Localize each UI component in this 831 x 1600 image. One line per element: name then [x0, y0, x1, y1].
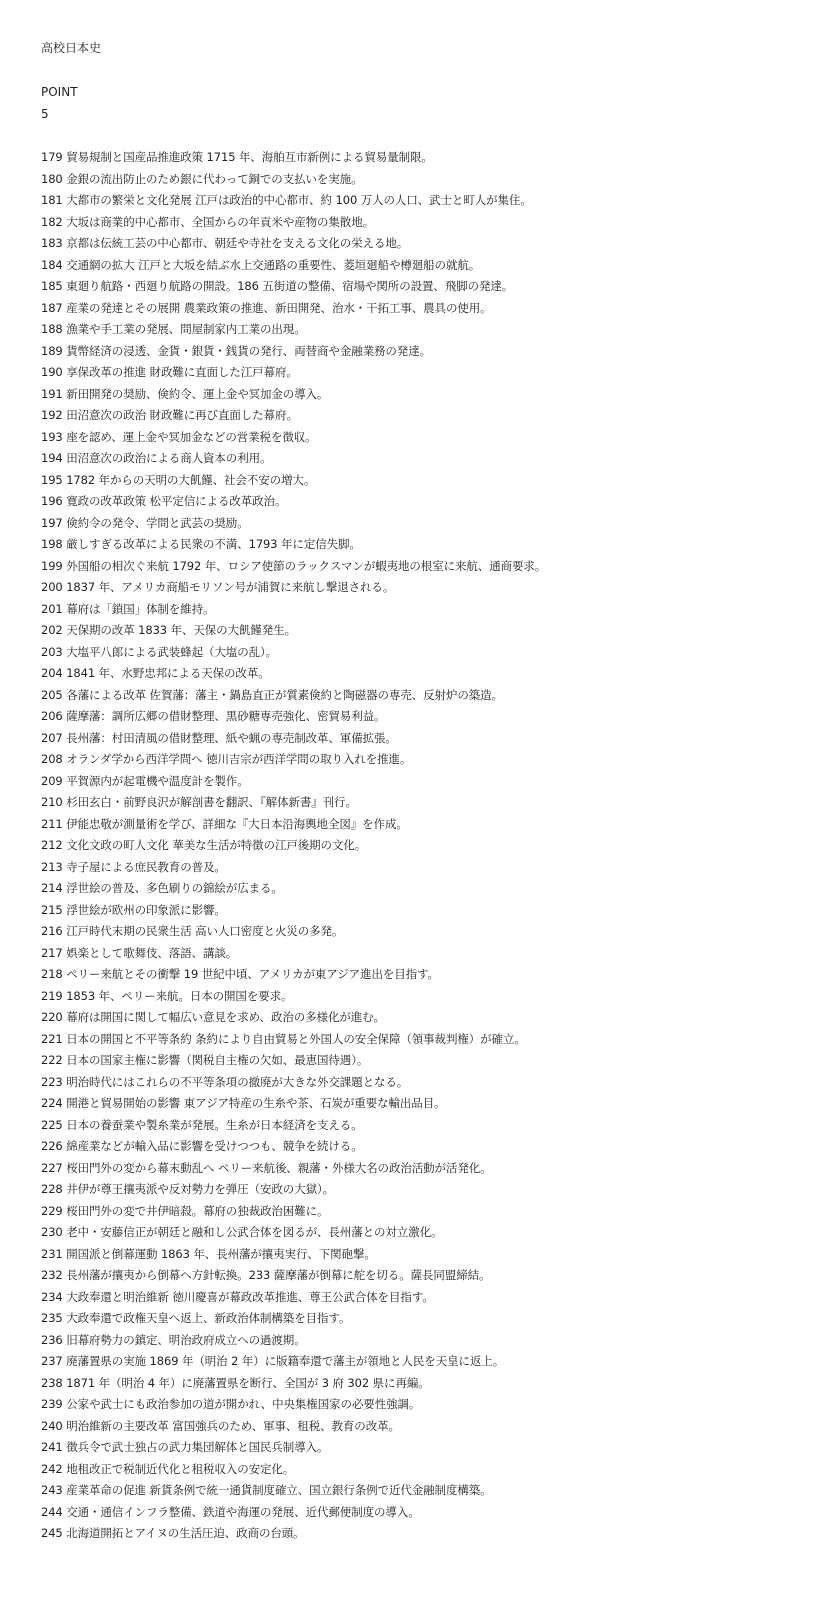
list-item: 191 新田開発の奨励、倹約令、運上金や冥加金の導入。 — [41, 386, 329, 401]
list-item: 227 桜田門外の変から幕末動乱へ ペリー来航後、親藩・外様大名の政治活動が活発化。 — [41, 1160, 492, 1175]
list-item: 190 享保改革の推進 財政難に直面した江戸幕府。 — [41, 365, 298, 379]
numbered-line-list — [41, 147, 821, 1545]
list-item: 220 幕府は開国に関して幅広い意見を求め、政治の多様化が進む。 — [41, 1010, 385, 1024]
list-item: 230 老中・安藤信正が朝廷と融和し公武合体を図るが、長州藩との対立激化。 — [41, 1225, 443, 1239]
list-item: 222 日本の国家主権に影響（関税自主権の欠如、最恵国待遇）。 — [41, 1053, 369, 1067]
list-item: 216 江戸時代末期の民衆生活 高い人口密度と火災の多発。 — [41, 924, 344, 938]
list-item: 208 オランダ学から西洋学問へ 徳川吉宗が西洋学問の取り入れを推進。 — [41, 752, 412, 766]
list-item: 200 1837 年、アメリカ商船モリソン号が浦賀に来航し撃退される。 — [41, 580, 395, 594]
list-item: 187 産業の発達とその展開 農業政策の推進、新田開発、治水・干拓工事、農具の使用。 — [41, 300, 492, 315]
document-page — [41, 40, 821, 1545]
list-item: 242 地租改正で税制近代化と租税収入の安定化。 — [41, 1461, 295, 1476]
list-item: 211 伊能忠敬が測量術を学び、詳細な『大日本沿海輿地全図』を作成。 — [41, 816, 408, 831]
list-item: 189 貨幣経済の浸透、金貨・銀貨・銭貨の発行、両替商や金融業務の発達。 — [41, 343, 432, 358]
document-title: 高校日本史 — [41, 41, 102, 55]
list-item: 236 旧幕府勢力の鎮定、明治政府成立への過渡期。 — [41, 1332, 306, 1347]
list-item: 199 外国船の相次ぐ来航 1792 年、ロシア使節のラックスマンが蝦夷地の根室に来航、通商要求。 — [41, 558, 547, 573]
list-item: 229 桜田門外の変で井伊暗殺。幕府の独裁政治困難に。 — [41, 1203, 329, 1218]
list-item: 240 明治維新の主要改革 富国強兵のため、軍事、租税、教育の改革。 — [41, 1418, 400, 1433]
list-item: 224 開港と貿易開始の影響 東アジア特産の生糸や茶、石炭が重要な輸出品目。 — [41, 1096, 446, 1110]
list-item: 206 薩摩藩：調所広郷の借財整理、黒砂糖専売強化、密貿易利益。 — [41, 709, 386, 723]
list-item: 179 貿易規制と国産品推進政策 1715 年、海舶互市新例による貿易量制限。 — [41, 150, 433, 164]
list-item: 182 大坂は商業的中心都市、全国からの年貢米や産物の集散地。 — [41, 214, 375, 229]
list-item: 219 1853 年、ペリー来航。日本の開国を要求。 — [41, 988, 293, 1003]
list-item: 198 厳しすぎる改革による民衆の不満、1793 年に定信失脚。 — [41, 537, 361, 551]
list-item: 237 廃藩置県の実施 1869 年（明治 2 年）に版籍奉還で藩主が領地と人民を天皇に返上。 — [41, 1354, 505, 1368]
list-item: 243 産業革命の促進 新貨条例で統一通貨制度確立、国立銀行条例で近代金融制度構築。 — [41, 1483, 492, 1497]
list-item: 207 長州藩：村田清風の借財整理、紙や蝋の専売制改革、軍備拡張。 — [41, 730, 397, 745]
list-item: 188 漁業や手工業の発展、問屋制家内工業の出現。 — [41, 322, 306, 336]
list-item: 197 倹約令の発令、学問と武芸の奨励。 — [41, 515, 249, 530]
list-item: 196 寛政の改革政策 松平定信による改革政治。 — [41, 494, 287, 508]
point-number: 5 — [41, 107, 49, 121]
list-item: 217 娯楽として歌舞伎、落語、講談。 — [41, 945, 238, 960]
list-item: 203 大塩平八郎による武装蜂起（大塩の乱）。 — [41, 644, 278, 659]
list-item: 221 日本の開国と不平等条約 条約により自由貿易と外国人の安全保障（領事裁判権）が確立。 — [41, 1031, 526, 1046]
list-item: 225 日本の養蚕業や製糸業が発展。生糸が日本経済を支える。 — [41, 1117, 363, 1132]
list-item: 192 田沼意次の政治 財政難に再び直面した幕府。 — [41, 408, 298, 422]
list-item: 241 徴兵令で武士独占の武力集団解体と国民兵制導入。 — [41, 1440, 329, 1454]
list-item: 180 金銀の流出防止のため銀に代わって銅での支払いを実施。 — [41, 171, 363, 186]
list-item: 226 綿産業などが輸入品に影響を受けつつも、競争を続ける。 — [41, 1139, 363, 1153]
point-label: POINT — [41, 85, 78, 99]
list-item: 183 京都は伝統工芸の中心都市、朝廷や寺社を支える文化の栄える地。 — [41, 236, 409, 250]
list-item: 194 田沼意次の政治による商人資本の利用。 — [41, 451, 272, 465]
list-item: 228 井伊が尊王攘夷派や反対勢力を弾圧（安政の大獄）。 — [41, 1182, 335, 1196]
list-item: 218 ペリー来航とその衝撃 19 世紀中頃、アメリカが東アジア進出を目指す。 — [41, 967, 439, 981]
list-item: 202 天保期の改革 1833 年、天保の大飢饉発生。 — [41, 623, 296, 637]
list-item: 193 座を認め、運上金や冥加金などの営業税を徴収。 — [41, 429, 317, 444]
list-item: 215 浮世絵が欧州の印象派に影響。 — [41, 902, 226, 917]
list-item: 213 寺子屋による庶民教育の普及。 — [41, 859, 226, 874]
list-item: 245 北海道開拓とアイヌの生活圧迫、政商の台頭。 — [41, 1526, 305, 1540]
list-item: 223 明治時代にはこれらの不平等条項の撤廃が大きな外交課題となる。 — [41, 1074, 409, 1089]
list-item: 232 長州藩が攘夷から倒幕へ方針転換。233 薩摩藩が倒幕に舵を切る。薩長同盟締結。 — [41, 1268, 491, 1282]
list-item: 238 1871 年（明治 4 年）に廃藩置県を断行、全国が 3 府 302 県に再編。 — [41, 1375, 430, 1390]
list-item: 235 大政奉還で政権天皇へ返上、新政治体制構築を目指す。 — [41, 1311, 351, 1325]
list-item: 185 東廻り航路・西廻り航路の開設。186 五街道の整備、宿場や関所の設置、飛脚の発達。 — [41, 279, 514, 293]
list-item: 195 1782 年からの天明の大飢饉、社会不安の増大。 — [41, 472, 316, 487]
list-item: 244 交通・通信インフラ整備、鉄道や海運の発展、近代郵便制度の導入。 — [41, 1504, 420, 1519]
list-item: 239 公家や武士にも政治参加の道が開かれ、中央集権国家の必要性強調。 — [41, 1397, 421, 1411]
list-item: 210 杉田玄白・前野良沢が解剖書を翻訳、『解体新書』刊行。 — [41, 795, 357, 809]
list-item: 209 平賀源内が起電機や温度計を製作。 — [41, 773, 249, 788]
list-item: 201 幕府は「鎖国」体制を維持。 — [41, 601, 215, 616]
list-item: 231 開国派と倒幕運動 1863 年、長州藩が攘夷実行、下関砲撃。 — [41, 1246, 376, 1261]
list-item: 205 各藩による改革 佐賀藩：藩主・鍋島直正が質素倹約と陶磁器の専売、反射炉の築造。 — [41, 687, 503, 702]
list-item: 214 浮世絵の普及、多色刷りの錦絵が広まる。 — [41, 881, 283, 895]
list-item: 204 1841 年、水野忠邦による天保の改革。 — [41, 666, 270, 680]
list-item: 181 大都市の繁栄と文化発展 江戸は政治的中心都市、約 100 万人の人口、武士と町人が集住。 — [41, 193, 532, 207]
list-item: 212 文化文政の町人文化 華美な生活が特徴の江戸後期の文化。 — [41, 838, 367, 852]
list-item: 184 交通網の拡大 江戸と大坂を結ぶ水上交通路の重要性、菱垣廻船や樽廻船の就航。 — [41, 257, 481, 272]
list-item: 234 大政奉還と明治維新 徳川慶喜が幕政改革推進、尊王公武合体を目指す。 — [41, 1289, 434, 1304]
